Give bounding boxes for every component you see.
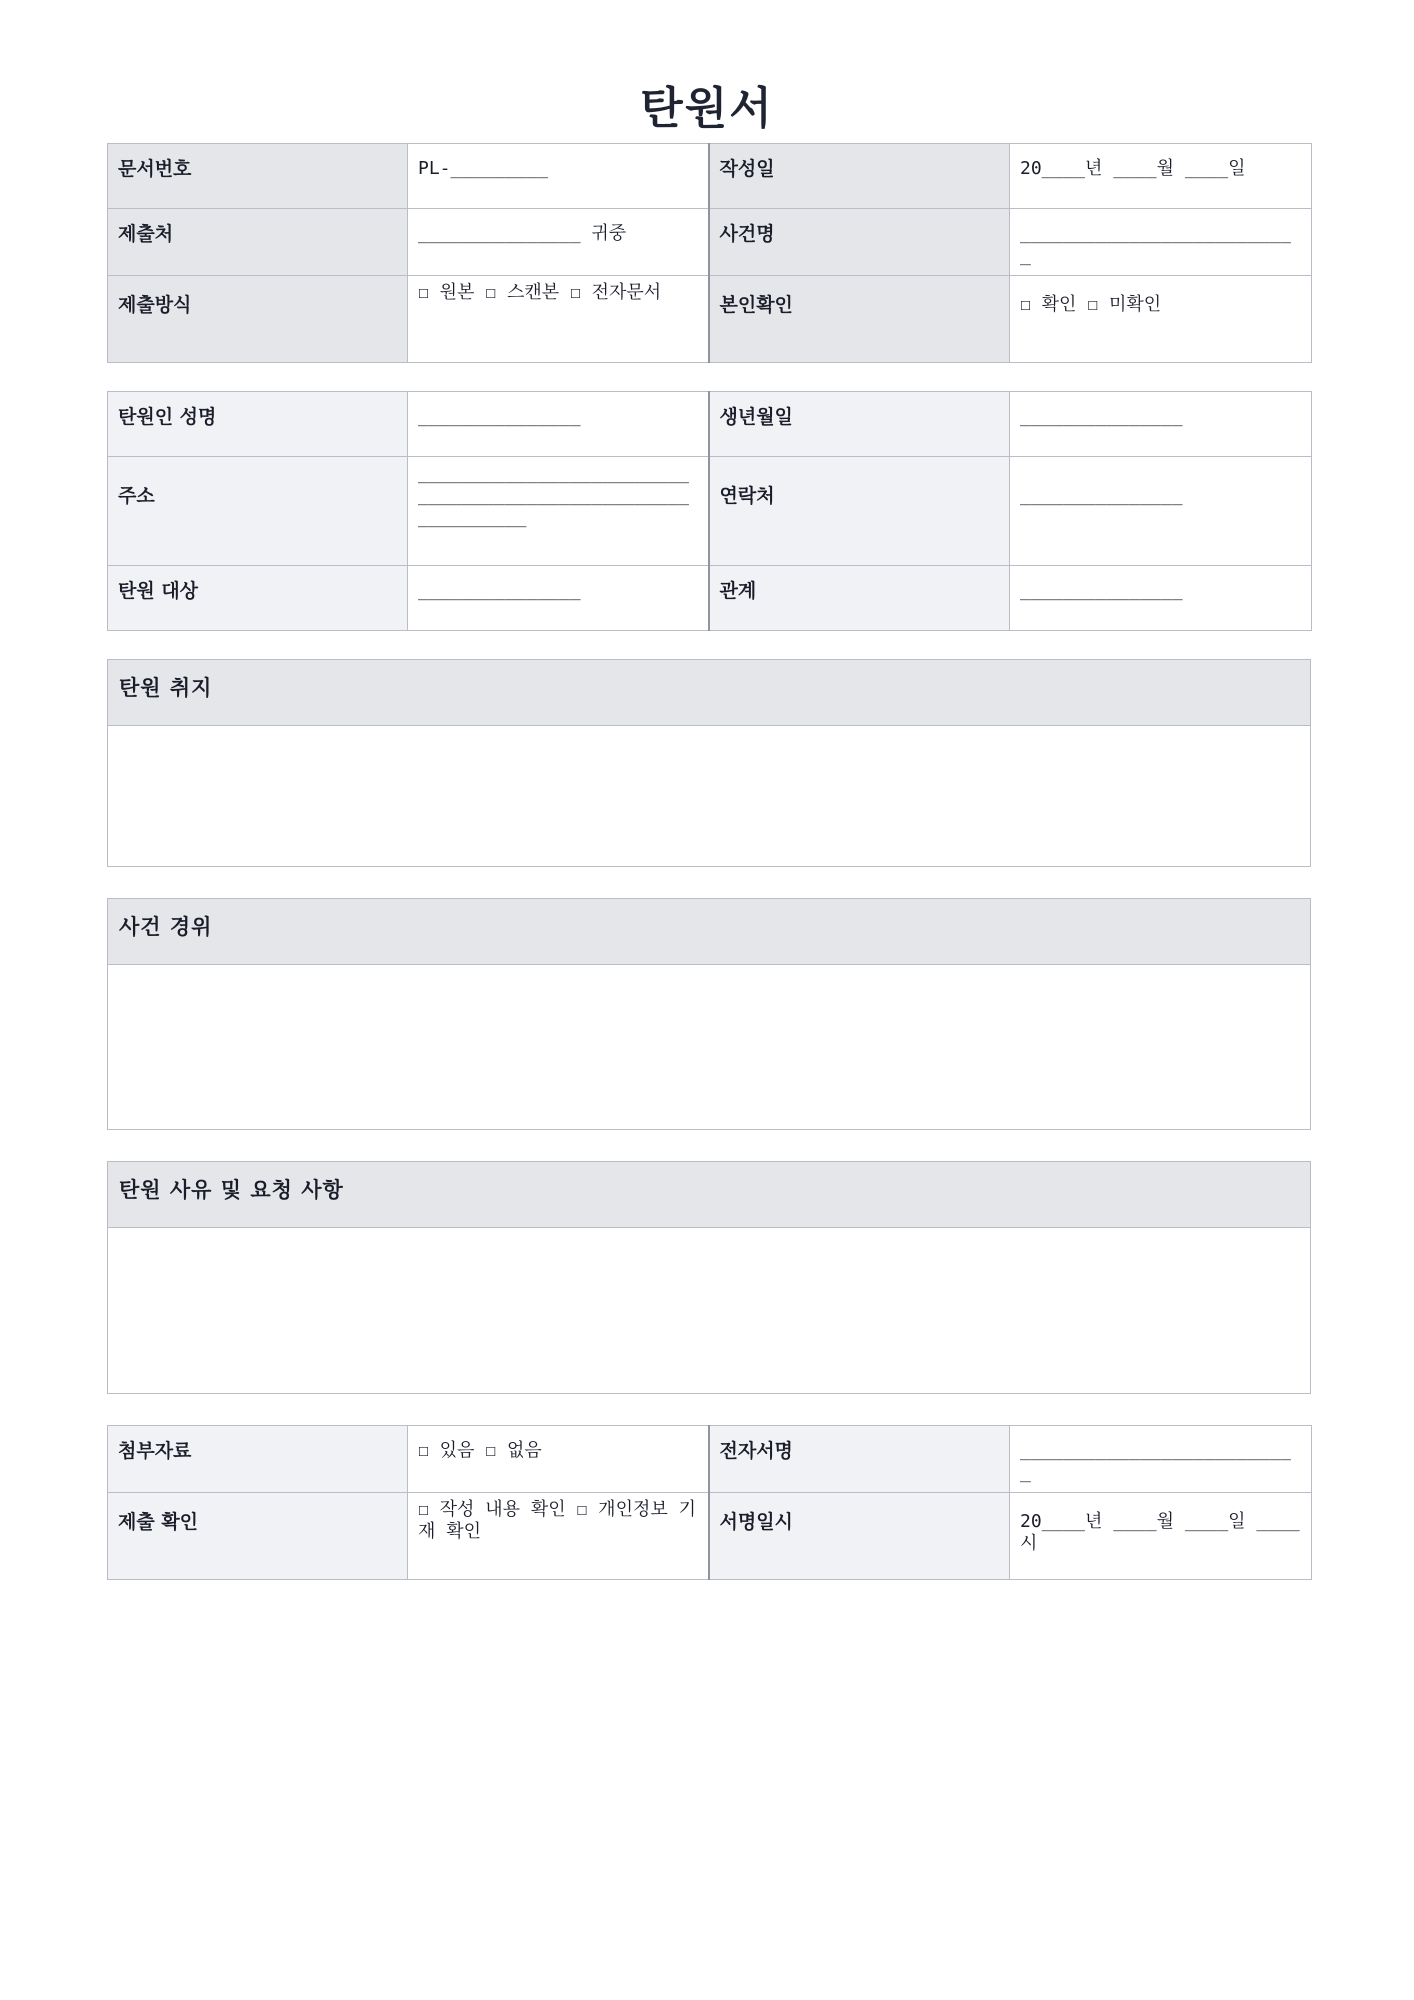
attachment-label: 첨부자료: [108, 1426, 408, 1493]
birthdate-field[interactable]: _______________: [1010, 392, 1312, 457]
date-label: 작성일: [709, 144, 1010, 209]
purpose-textarea[interactable]: [108, 726, 1310, 866]
identity-label: 본인확인: [709, 276, 1010, 363]
address-field[interactable]: ____________________________________________________________: [408, 457, 709, 566]
recipient-label: 제출처: [108, 209, 408, 276]
document-info-table: [107, 143, 1312, 363]
identity-checkboxes[interactable]: ☐ 확인 ☐ 미확인: [1010, 276, 1312, 363]
method-label: 제출방식: [108, 276, 408, 363]
doc-no-label: 문서번호: [108, 144, 408, 209]
contact-label: 연락처: [709, 457, 1010, 566]
method-checkboxes[interactable]: ☐ 원본 ☐ 스캔본 ☐ 전자문서: [408, 276, 709, 363]
sign-datetime-field[interactable]: 20____년 ____월 ____일 ____시: [1010, 1493, 1312, 1580]
petition-target-label: 탄원 대상: [108, 566, 408, 631]
reason-section: [107, 1161, 1311, 1394]
relation-label: 관계: [709, 566, 1010, 631]
document-title: 탄원서: [640, 83, 774, 134]
purpose-section: [107, 659, 1311, 867]
esign-field[interactable]: __________________________: [1010, 1426, 1312, 1493]
case-field[interactable]: __________________________: [1010, 209, 1312, 276]
history-heading: 사건 경위: [108, 899, 1310, 965]
reason-heading: 탄원 사유 및 요청 사항: [108, 1162, 1310, 1228]
submit-confirm-checkboxes[interactable]: ☐ 작성 내용 확인 ☐ 개인정보 기재 확인: [408, 1493, 709, 1580]
birthdate-label: 생년월일: [709, 392, 1010, 457]
submission-table: [107, 1425, 1312, 1580]
reason-textarea[interactable]: [108, 1228, 1310, 1393]
attachment-checkboxes[interactable]: ☐ 있음 ☐ 없음: [408, 1426, 709, 1493]
petitioner-name-label: 탄원인 성명: [108, 392, 408, 457]
petitioner-table: [107, 391, 1312, 631]
recipient-field[interactable]: _______________ 귀중: [408, 209, 709, 276]
petition-target-field[interactable]: _______________: [408, 566, 709, 631]
sign-datetime-label: 서명일시: [709, 1493, 1010, 1580]
date-field[interactable]: 20____년 ____월 ____일: [1010, 144, 1312, 209]
contact-field[interactable]: _______________: [1010, 457, 1312, 566]
history-textarea[interactable]: [108, 965, 1310, 1129]
submit-confirm-label: 제출 확인: [108, 1493, 408, 1580]
case-label: 사건명: [709, 209, 1010, 276]
purpose-heading: 탄원 취지: [108, 660, 1310, 726]
relation-field[interactable]: _______________: [1010, 566, 1312, 631]
address-label: 주소: [108, 457, 408, 566]
history-section: [107, 898, 1311, 1130]
esign-label: 전자서명: [709, 1426, 1010, 1493]
doc-no-field[interactable]: PL-_________: [408, 144, 709, 209]
petitioner-name-field[interactable]: _______________: [408, 392, 709, 457]
